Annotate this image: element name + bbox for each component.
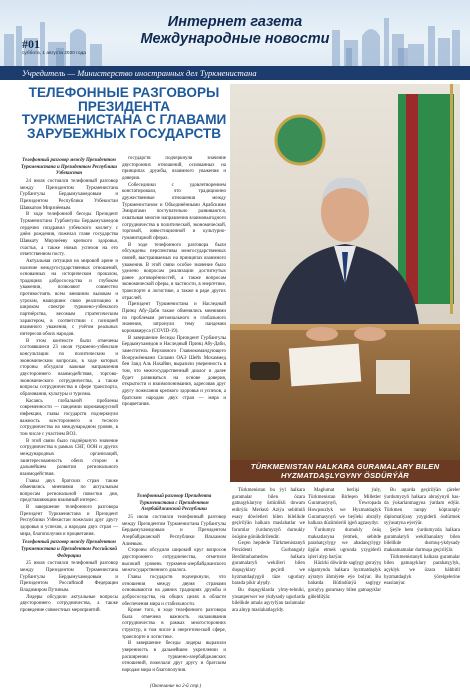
article-paragraph: Türkmenistan bu ýyl halkara guramalar bilen özara gatnaşyklaryny üstünlikli dowam etdirýär. Merkezi Aziýa sebitiniň esasy döwletleri bilen bilelikde geçirilýän halkara maslahatlar we forumlar ýurdumyzyň durnukly ösüşine gönükdirilendir. bbox=[232, 488, 305, 540]
title-line-1: Интернет газета bbox=[167, 14, 303, 30]
article-paragraph: Bu ugurda geçirilýän çäreler ýurdumyzyň halkara abraýynyň has-da ýokarlanmagyna ýardam edýär. Türkmen tarapy köptaraply diplomatiýany yzygiderli ösdürmek syýasatyna eýerýär. bbox=[384, 488, 460, 527]
article-column-4 bbox=[232, 488, 305, 614]
article-paragraph: Президент Туркменистана и Наследный Принц Абу-Даби также обменялись мнениями по проблемам регионального и глобального значения, затронули тему пандемии коронавируса (COVID-19). bbox=[122, 302, 226, 335]
page-headline: ТЕЛЕФОННЫЕ РАЗГОВОРЫ ПРЕЗИДЕНТА ТУРКМЕНИСТАНА С ГЛАВАМИ ЗАРУБЕЖНЫХ ГОСУДАРСТВ bbox=[21, 85, 227, 141]
newspaper-title bbox=[0, 14, 470, 48]
article-paragraph: В завершение телефонного разговора Президент Туркменистана и Президент Республики Узбекистан пожелали друг другу здоровья и успехов, а народам двух стран — мира, благополучия и процветания. bbox=[20, 505, 118, 537]
article-paragraph: Стороны обсудили широкий круг вопросов двустороннего сотрудничества, отметили высокий уровень туркмено-азербайджанского межгосударственного диалога. bbox=[122, 548, 226, 574]
continued-note: (Окончание на 2-й стр.) bbox=[150, 684, 202, 689]
article-paragraph: Актуальная ситуация на мировой арене и наличие междугосударственных отношений, основанных на историческом прошлом, традициях добрососедства и глубоком уважении, позволяют совместно противостоять всем внешним вызовам и угрозам, нашедшим свою реализацию в широком спектре туркмено-узбекского партнёрства, весомым стратегическим характером, в соответствии с позицией взаимного уважения, с учётом реальных интересов обоих народов. bbox=[20, 258, 118, 338]
article-column-1 bbox=[20, 156, 118, 615]
news-photo bbox=[230, 84, 460, 460]
article-paragraph: Главы двух братских стран также обменялись мнениями по актуальным вопросам региональной повестки дня, представляющим взаимный интерес. bbox=[20, 478, 118, 504]
article-paragraph: Главы государств подчеркнули, что отношения между двумя странами основываются на давних традициях дружбы и добрососедства, на общих целях в области обеспечения мира и стабильности. bbox=[122, 574, 226, 607]
founder-bar: Учредитель — Министерство иностранных дел Туркменистана bbox=[0, 66, 470, 80]
article-column-5 bbox=[308, 488, 381, 601]
article-paragraph: 24 июля состоялся телефонный разговор между Президентом Туркменистана Гурбангулы Бердымухамедовым и Президентом Республики Узбекистан Шавкатом Мирзиёевым. bbox=[20, 178, 118, 211]
article-paragraph: Кроме того, в ходе телефонного разговора была отмечена важность налаживания сотрудничества в рамках многосторонних структур, в том числе в энергетической сфере, транспорте и логистике. bbox=[122, 608, 226, 640]
article-paragraph: Лидеры обсудили актуальные вопросы двустороннего сотрудничества, а также проведение совместных мероприятий. bbox=[20, 594, 118, 613]
president-photo-illustration bbox=[230, 84, 460, 460]
article-paragraph: Bu duşuşyklarda ylmy-tehniki, ynsanperwer we ykdysady ugurlarda bilelikde amala aşyrylýan taslamalar ara alnyp maslahatlaşyldy. bbox=[232, 587, 305, 613]
article-paragraph: Собеседники с удовлетворением констатировали, что традиционно дружественные отношения между Туркменистаном и Объединёнными Арабскими Эмиратами поступательно развиваются, охватывая многие направления взаимовыгодного сотрудничества в политической, экономической, торговой, инвестиционной и культурно-гуманитарной сферах. bbox=[122, 182, 226, 241]
article-paragraph: В завершение беседы Президент Гурбангулы Бердымухамедов и Наследный Принц Абу-Даби, заместитель Верховного Главнокомандующего Вооружёнными Силами ОАЭ Шейх Мохаммед бен Заид Аль Нахайян, выразили уверенность в том, что межгосударственный диалог и далее будет развиваться на основе доверия, открытости и взаимопонимания, адресовав друг другу пожелания крепкого здоровья и успехов, а братским народам двух стран — мира и процветания. bbox=[122, 335, 226, 408]
issue-date: суббота, 1 августа 2020 года bbox=[22, 51, 86, 56]
issue-number: #01 bbox=[22, 37, 40, 51]
article-paragraph: В ходе телефонной беседы Президент Туркменистана Гурбангулы Бердымухамедов сердечно поздравил узбекского коллегу с днём рождения, пожелал главе государства Шавкату Мирзиёеву крепкого здоровья, счастья, а также новых успехов на его ответственном посту. bbox=[20, 212, 118, 258]
article-subheading: Телефонный разговор Президента Туркменистана с Президентом Азербайджанской Республики bbox=[136, 494, 212, 513]
article-paragraph: 25 июля состоялся телефонный разговор между Президентом Туркменистана Гурбангулы Бердымухамедовым и Президентом Азербайджанской Республики Ильхамом Алиевым. bbox=[122, 514, 226, 547]
article-paragraph: Häzirki döwürde saglygy goraýyş ulgamynda halkara hyzmatdaşlyk aýratyn ähmiýete eýe bolýar. Bu babatda Bütindünýä saglygy goraýyş guramasy bilen gatnaşyklar giňeldilýär. bbox=[308, 561, 381, 600]
article-paragraph: 25 июля состоялся телефонный разговор между Президентом Туркменистана Гурбангулы Бердымухамедовым и Президентом Российской Федерации Владимиром Путиным. bbox=[20, 561, 118, 593]
article-subheading: Телефонный разговор между Президентом Туркменистана и Президентом Российской Федерации bbox=[20, 540, 118, 559]
photo-caption: TÜRKMENISTAN HALKARA GURAMALARY BILEN HYZMATDAŞLYGYNY ÖSDÜRÝÄR bbox=[250, 462, 440, 480]
article-paragraph: В этой связи было подчёркнуто значение сотрудничества в рамках СНГ, ООН и других международных организаций, заинтересованность обеих сторон в дальнейшем развитии регионального взаимодействия. bbox=[20, 438, 118, 477]
article-paragraph: В этом контексте были отмечены состоявшиеся 23 июля туркмено-узбекские консультации по политическим и экономическим вопросам, в ходе которых стороны обсудили важные направления двустороннего взаимодействия, торгово-экономического сотрудничества, а также вопросы сотрудничества в сфере транспорта, образования, культуры и туризма. bbox=[20, 338, 118, 397]
article-paragraph: Ýurdumyz durnukly ösüş maksatlaryna ýetmek, sebitde parahatçylygy we abadançylygy üpjün etmek ugrunda yzygiderli işleri alyp barýar. bbox=[308, 527, 381, 560]
article-paragraph: В завершение беседы лидеры выразили уверенность в дальнейшем укреплении и расширении туркмено-азербайджанских отношений, пожелали друг другу и братским народам мира и благополучия. bbox=[122, 641, 226, 674]
article-paragraph: В ходе телефонного разговора были обсуждены перспективы межгосударственных связей, выстраиваемых на принципах взаимного уважения. В этой связи особое значение было уделено вопросам реализации достигнутых ранее договорённостей, а также вопросам экономической сферы, в частности, в энергетике, транспорте и логистике, а также в ряде других отраслей. bbox=[122, 242, 226, 301]
article-paragraph: Geçen hepdede Türkmenistanyň Prezidenti Gurbanguly Berdimuhamedow halkara guramalaryň wekilleri bilen duşuşyklary geçirdi we hyzmatdaşlygyň täze ugurlary barada pikir alyşdy. bbox=[232, 541, 305, 587]
article-paragraph: Şeýle hem ýurdumyzda halkara guramalaryň wekilhanalary bilen bilelikde durmuş-ykdysady maksatnamalar durmuşa geçirilýär. bbox=[384, 527, 460, 553]
article-column-2 bbox=[122, 156, 226, 409]
article-subheading: Телефонный разговор между Президентом Туркменистана и Президентом Республики Узбекистан bbox=[20, 158, 118, 177]
article-paragraph: государств подчеркнули значение двусторонних отношений, основанных на принципах дружбы, взаимного уважения и доверия. bbox=[122, 156, 226, 181]
article-paragraph: Maglumat berlişi ýaly, Türkmenistan Birleşen Milletler Guramasynyň, Ýewropada Howpsuzlyk we Hyzmatdaşlyk Guramasynyň we beýleki abraýly halkara düzümleriň işjeň agzasydyr. bbox=[308, 488, 381, 527]
article-paragraph: Türkmenistanyň halkara guramalar bilen gatnaşyklary parahatçylyk, açyklyk we özara bähbitli hyzmatdaşlyk ýörelgelerine esaslanýar. bbox=[384, 554, 460, 587]
article-paragraph: Касаясь глобальной проблемы современности — пандемии коронавирусной инфекции, главы государств подчеркнули важность всестороннего и тесного сотрудничества на международном уровне, в том числе с участием ВОЗ. bbox=[20, 398, 118, 437]
title-line-2: Международные новости bbox=[140, 31, 330, 47]
article-column-3 bbox=[122, 492, 226, 675]
article-column-6 bbox=[384, 488, 460, 588]
masthead bbox=[0, 0, 470, 66]
